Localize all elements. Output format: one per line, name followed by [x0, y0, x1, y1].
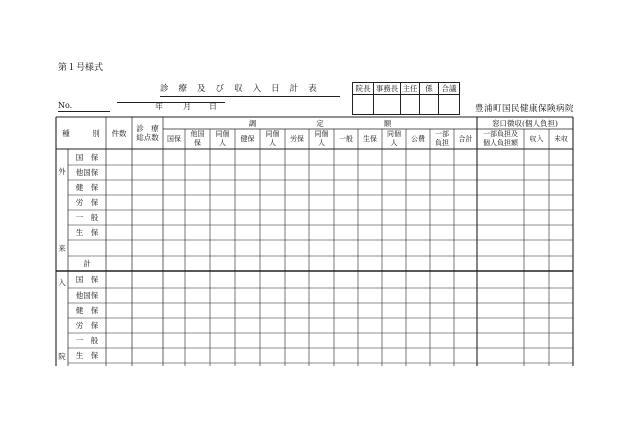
number-field[interactable]: No.: [58, 101, 110, 112]
assessed-col-header: 生保: [363, 134, 377, 143]
assessed-col-header: 同個 人: [314, 130, 329, 147]
window-col-header: 一部負担及 個人負担額: [483, 130, 518, 147]
title-char: 日: [271, 84, 281, 94]
window-header: 窓口徴収(個人負担): [492, 118, 558, 128]
inpatient-row-label: 労 保: [75, 321, 99, 330]
outpatient-side-label: 外: [58, 166, 66, 176]
title-char: 療: [178, 84, 189, 94]
approval-label: 主任: [402, 84, 418, 93]
assessed-col-header: 健保: [240, 134, 255, 143]
window-col-header: 未収: [554, 134, 568, 143]
outpatient-row-label: 一 般: [75, 213, 99, 222]
count-header: 件数: [111, 128, 127, 138]
assessed-col-header: 一般: [339, 134, 353, 143]
approval-label: 合議: [439, 83, 460, 95]
day-label: 日: [209, 102, 217, 111]
inpatient-row-label: 他国保: [75, 291, 99, 300]
assessed-col-header: 同個 人: [265, 130, 280, 147]
approval-label: 係: [420, 83, 439, 95]
assessed-col-header: 国保: [167, 134, 181, 143]
window-col-header: 収入: [529, 134, 544, 143]
inpatient-row-label: 一 般: [75, 336, 99, 345]
assessed-col-header: 同個 人: [387, 130, 401, 147]
outpatient-row-label: 労 保: [75, 198, 99, 207]
title-char: 表: [308, 84, 318, 94]
type-header: 種 別: [62, 128, 100, 138]
assessed-col-header: 労保: [290, 134, 304, 143]
inpatient-side-label: 院: [58, 351, 66, 361]
points-header: 診 療 総点数: [136, 124, 159, 142]
assessed-col-header: 一部 負担: [435, 130, 449, 147]
assessed-col-header: 公費: [411, 134, 425, 143]
outpatient-row-label: 計: [83, 259, 91, 268]
assessed-col-header: 合計: [458, 134, 473, 143]
assessed-header: 調 定 額: [248, 118, 392, 128]
year-label: 年: [155, 102, 163, 111]
outpatient-row-label: 生 保: [75, 228, 99, 237]
outpatient-side-label: 来: [58, 243, 66, 253]
approval-label: 院長: [353, 83, 374, 95]
title-char: び: [215, 84, 226, 94]
assessed-col-header: 他国 保: [190, 130, 205, 147]
inpatient-side-label: 入: [58, 277, 66, 287]
title-char: 入: [252, 84, 263, 94]
form-number: 第１号様式: [58, 63, 104, 73]
inpatient-row-label: 生 保: [75, 351, 99, 360]
title-char: 計: [289, 84, 300, 94]
hospital-name: 豊浦町国民健康保険病院: [475, 104, 575, 114]
title-char: 及: [197, 84, 207, 94]
approval-label: 事務長: [374, 83, 401, 95]
title-char: 収: [234, 84, 244, 94]
inpatient-row-label: 健 保: [75, 306, 99, 315]
outpatient-row-label: 健 保: [75, 183, 99, 192]
assessed-col-header: 同個 人: [215, 130, 230, 147]
title-char: 診: [160, 84, 170, 94]
inpatient-row-label: 国 保: [75, 275, 99, 284]
month-label: 月: [183, 102, 191, 111]
outpatient-row-label: 国 保: [75, 152, 99, 162]
outpatient-row-label: 他国保: [75, 168, 99, 177]
